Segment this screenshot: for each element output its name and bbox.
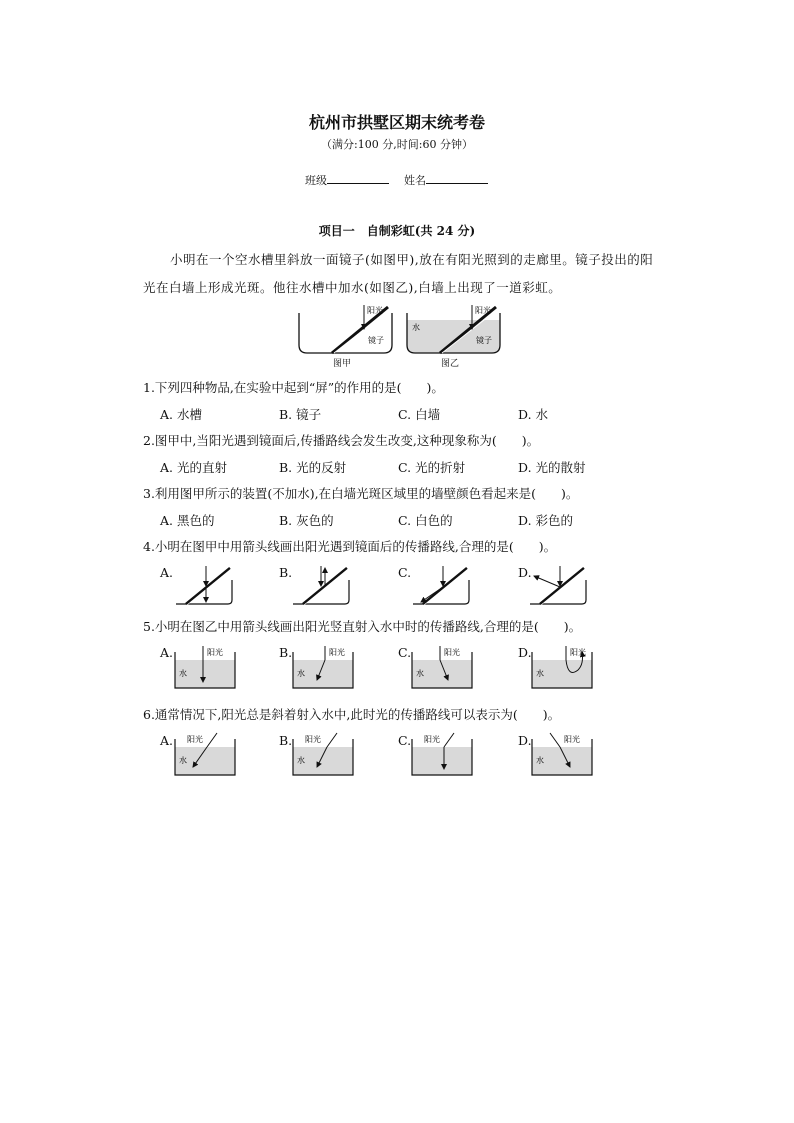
question-2: 2.图甲中,当阳光遇到镜面后,传播路线会发生改变,这种现象称为( )。 [143,433,540,448]
q5-option-b[interactable]: B. [279,645,293,660]
q6d-water-label: 水 [536,756,544,765]
q6a-water-label: 水 [179,756,187,765]
q6-option-b[interactable]: B. [279,733,293,748]
question-1: 1.下列四种物品,在实验中起到“屏”的作用的是( )。 [143,380,444,395]
q5-diagram-a [173,644,239,692]
q1-option-d[interactable]: D. 水 [518,407,549,422]
q6-option-a[interactable]: A. [160,733,174,748]
q4-option-d[interactable]: D. [518,565,532,580]
section-title: 项目一 自制彩虹(共 24 分) [318,224,476,238]
q1-option-c[interactable]: C. 白墙 [398,407,441,422]
fig-a-sun-label: 阳光 [367,306,383,315]
q5-option-c[interactable]: C. [398,645,412,660]
class-blank[interactable] [327,173,389,184]
q2-option-c[interactable]: C. 光的折射 [398,460,466,475]
q2-option-a[interactable]: A. 光的直射 [160,460,227,475]
q5d-water-label: 水 [536,669,544,678]
q4-diagram-b [293,564,357,608]
fig-a-mirror-label: 镜子 [368,336,384,345]
question-6: 6.通常情况下,阳光总是斜着射入水中,此时光的传播路线可以表示为( )。 [143,707,561,722]
q1-option-b[interactable]: B. 镜子 [279,407,322,422]
q6c-sun-label: 阳光 [424,735,440,744]
q6b-sun-label: 阳光 [305,735,321,744]
q6-option-c[interactable]: C. [398,733,412,748]
q5-option-a[interactable]: A. [160,645,174,660]
q3-option-d[interactable]: D. 彩色的 [518,513,574,528]
q6-diagram-c [410,731,476,779]
q5-diagram-b [291,644,357,692]
fig-b-mirror-label: 镜子 [476,336,492,345]
q2-option-b[interactable]: B. 光的反射 [279,460,347,475]
q4-option-c[interactable]: C. [398,565,412,580]
name-label: 姓名 [404,174,426,187]
intro-line-2: 光在白墙上形成光斑。他往水槽中加水(如图乙),白墙上出现了一道彩虹。 [143,280,562,295]
q5-diagram-c [410,644,476,692]
question-4: 4.小明在图甲中用箭头线画出阳光遇到镜面后的传播路线,合理的是( )。 [143,539,557,554]
q5c-sun-label: 阳光 [444,648,460,657]
fig-a-caption: 图甲 [333,359,352,369]
q4-diagram-a [176,564,240,608]
q6-diagram-b [291,731,357,779]
q6-option-d[interactable]: D. [518,733,532,748]
class-field [305,172,389,188]
q2-option-d[interactable]: D. 光的散射 [518,460,586,475]
q4-diagram-d [530,564,594,608]
intro-line-1: 小明在一个空水槽里斜放一面镜子(如图甲),放在有阳光照到的走廊里。镜子投出的阳 [170,252,654,267]
q6a-sun-label: 阳光 [187,735,203,744]
name-blank[interactable] [426,173,488,184]
exam-subtitle: （满分:100 分,时间:60 分钟） [321,138,473,151]
q6-diagram-a [173,731,239,779]
q1-option-a[interactable]: A. 水槽 [160,407,202,422]
q3-option-a[interactable]: A. 黑色的 [160,513,215,528]
q4-option-a[interactable]: A. [160,565,174,580]
fig-b-sun-label: 阳光 [475,306,491,315]
q3-option-b[interactable]: B. 灰色的 [279,513,334,528]
q6d-sun-label: 阳光 [564,735,580,744]
question-5: 5.小明在图乙中用箭头线画出阳光竖直射入水中时的传播路线,合理的是( )。 [143,619,582,634]
question-3: 3.利用图甲所示的装置(不加水),在白墙光斑区域里的墙壁颜色看起来是( )。 [143,486,579,501]
q5c-water-label: 水 [416,669,424,678]
q5b-sun-label: 阳光 [329,648,345,657]
fig-b-water-label: 水 [412,323,420,332]
q4-diagram-c [413,564,477,608]
exam-title: 杭州市拱墅区期末统考卷 [308,113,485,132]
q5-option-d[interactable]: D. [518,645,532,660]
q3-option-c[interactable]: C. 白色的 [398,513,453,528]
class-label: 班级 [305,174,327,187]
q6-diagram-d [530,731,596,779]
name-field [404,172,488,188]
q6b-water-label: 水 [297,756,305,765]
q5-diagram-d [530,644,596,692]
q5a-sun-label: 阳光 [207,648,223,657]
q5b-water-label: 水 [297,669,305,678]
q5a-water-label: 水 [179,669,187,678]
fig-b-caption: 图乙 [441,359,460,369]
q4-option-b[interactable]: B. [279,565,293,580]
q5d-sun-label: 阳光 [570,648,586,657]
